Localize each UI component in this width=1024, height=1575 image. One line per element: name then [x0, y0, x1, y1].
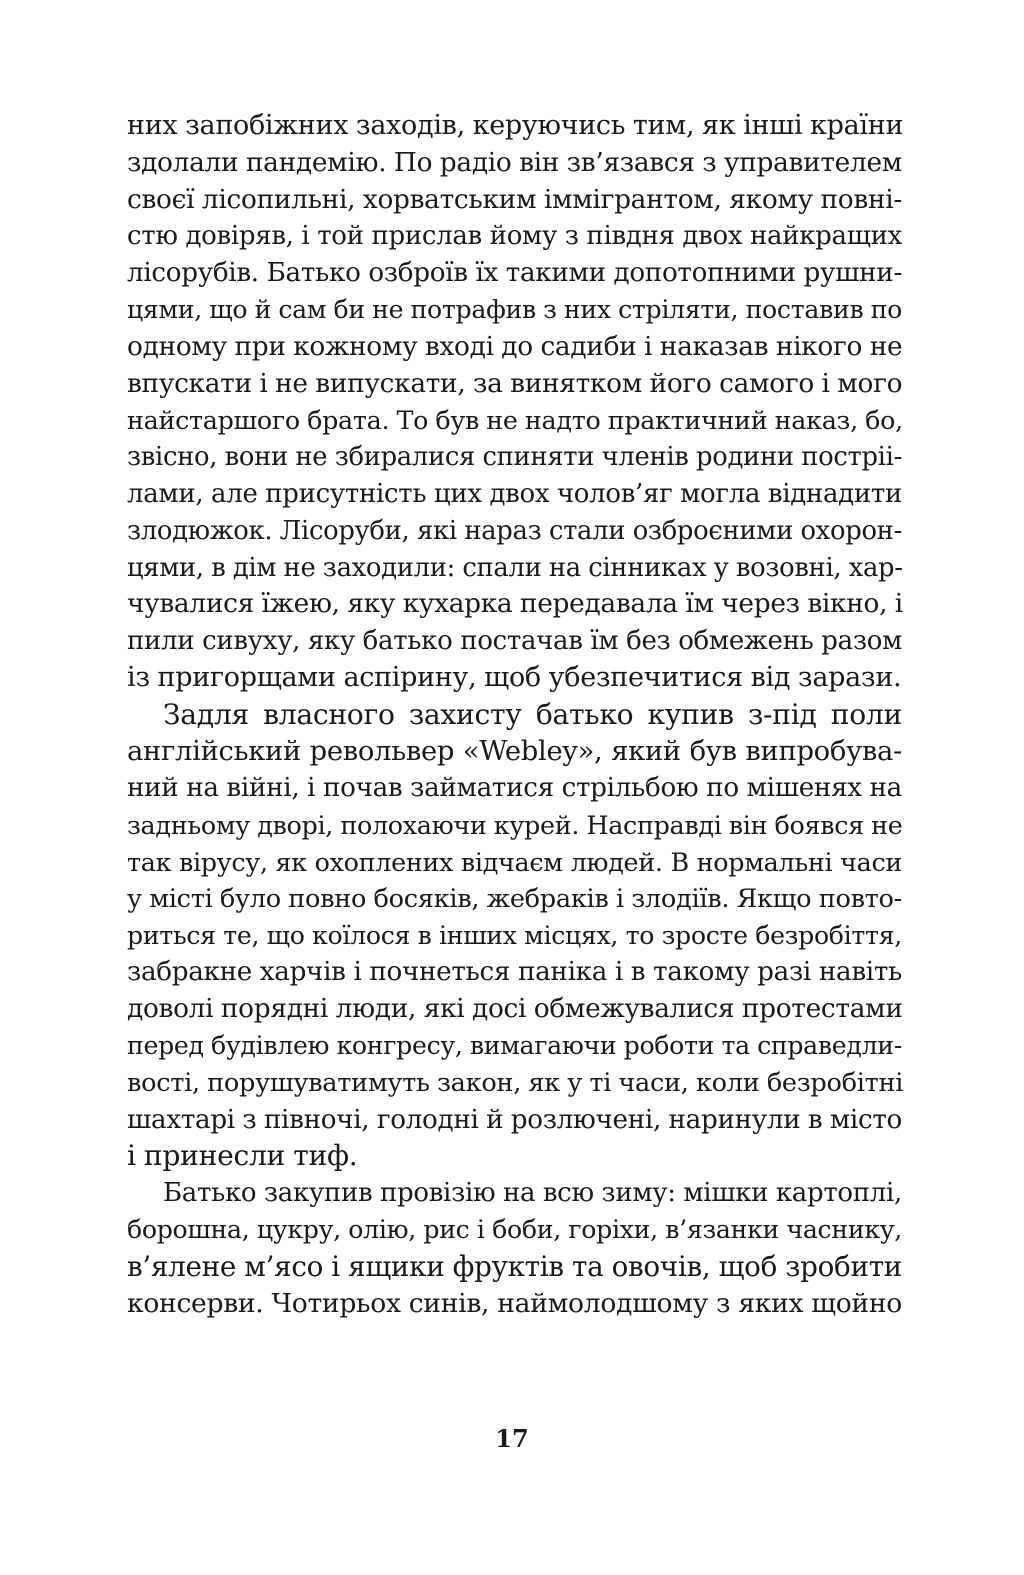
- text-line: лісорубів. Батько озброїв їх такими допотопними рушни-: [127, 258, 902, 289]
- text-line: перед будівлею конгресу, вимагаючи роботи та справедли-: [127, 1030, 902, 1060]
- text-line: і принесли тиф.: [127, 1139, 358, 1173]
- text-line: консерви. Чотирьох синів, наймолодшому з яких щойно: [127, 1287, 902, 1319]
- text-line: своєї лісопильні, хорватським іммігрантом, якому повні-: [127, 183, 902, 215]
- text-line: шахтарі з півночі, голодні й розлючені, наринули в місто: [127, 1104, 903, 1135]
- text-line: цями, в дім не заходили: спали на сінниках у возовні, хар-: [127, 552, 903, 583]
- text-line: в’ялене м’ясо і ящики фруктів та овочів, щоб зробити: [127, 1249, 902, 1283]
- text-line: із пригорщами аспірину, щоб убезпечитися від зарази.: [127, 661, 902, 693]
- text-line: Задля власного захисту батько купив з-під поли: [163, 697, 902, 731]
- text-line: чувалися їжею, яку кухарка передавала їм через вікно, і: [127, 588, 903, 620]
- text-line: злодюжок. Лісоруби, які нараз стали озброєними охорон-: [127, 515, 902, 546]
- text-line: лами, але присутність цих двох чолов’яг могла віднадити: [127, 478, 902, 509]
- text-line: одному при кожному вході до садиби і наказав нікого не: [127, 330, 903, 362]
- text-line: англійський револьвер «Webley», який був випробува-: [127, 735, 902, 767]
- page-number: 17: [495, 1424, 529, 1453]
- body-text: [127, 108, 902, 1322]
- text-line: впускати і не випускати, за винятком його самого і мого: [127, 367, 903, 399]
- text-line: у місті було повно босяків, жебраків і злодіїв. Якщо повто-: [127, 883, 902, 914]
- text-line: риться те, що коїлося в інших місцях, то зросте безробіття,: [127, 920, 902, 950]
- text-line: ний на війні, і почав займатися стрільбою по мішенях на: [127, 773, 902, 804]
- text-line: стю довіряв, і той прислав йому з півдня двох найкращих: [127, 221, 902, 252]
- text-line: найстаршого брата. То був не надто практичний наказ, бо,: [127, 405, 903, 436]
- text-line: доволі порядні люди, які досі обмежувалися протестами: [127, 993, 903, 1025]
- text-line: цями, що й сам би не потрафив з них стріляти, поставив по: [127, 294, 902, 324]
- text-line: борошна, цукру, олію, рис і боби, горіхи, в’язанки часнику,: [127, 1214, 902, 1244]
- text-line: задньому дворі, полохаючи курей. Насправді він боявся не: [127, 810, 903, 841]
- text-line: здолали пандемію. По радіо він зв’язався з управителем: [127, 146, 902, 178]
- text-line: забракне харчів і почнеться паніка і в такому разі навіть: [127, 957, 902, 988]
- text-line: Батько закупив провізію на всю зиму: мішки картоплі,: [163, 1178, 902, 1209]
- text-line: них запобіжних заходів, керуючись тим, як інші країни: [127, 110, 904, 141]
- text-line: вості, порушуватимуть закон, як у ті часи, коли безробітні: [127, 1067, 904, 1098]
- text-line: звісно, вони не збиралися спиняти членів родини постріі-: [127, 442, 902, 473]
- text-line: так вірусу, як охоплених відчаєм людей. В нормальні часи: [127, 846, 902, 877]
- text-line: пили сивуху, яку батько постачав їм без обмежень разом: [127, 626, 902, 657]
